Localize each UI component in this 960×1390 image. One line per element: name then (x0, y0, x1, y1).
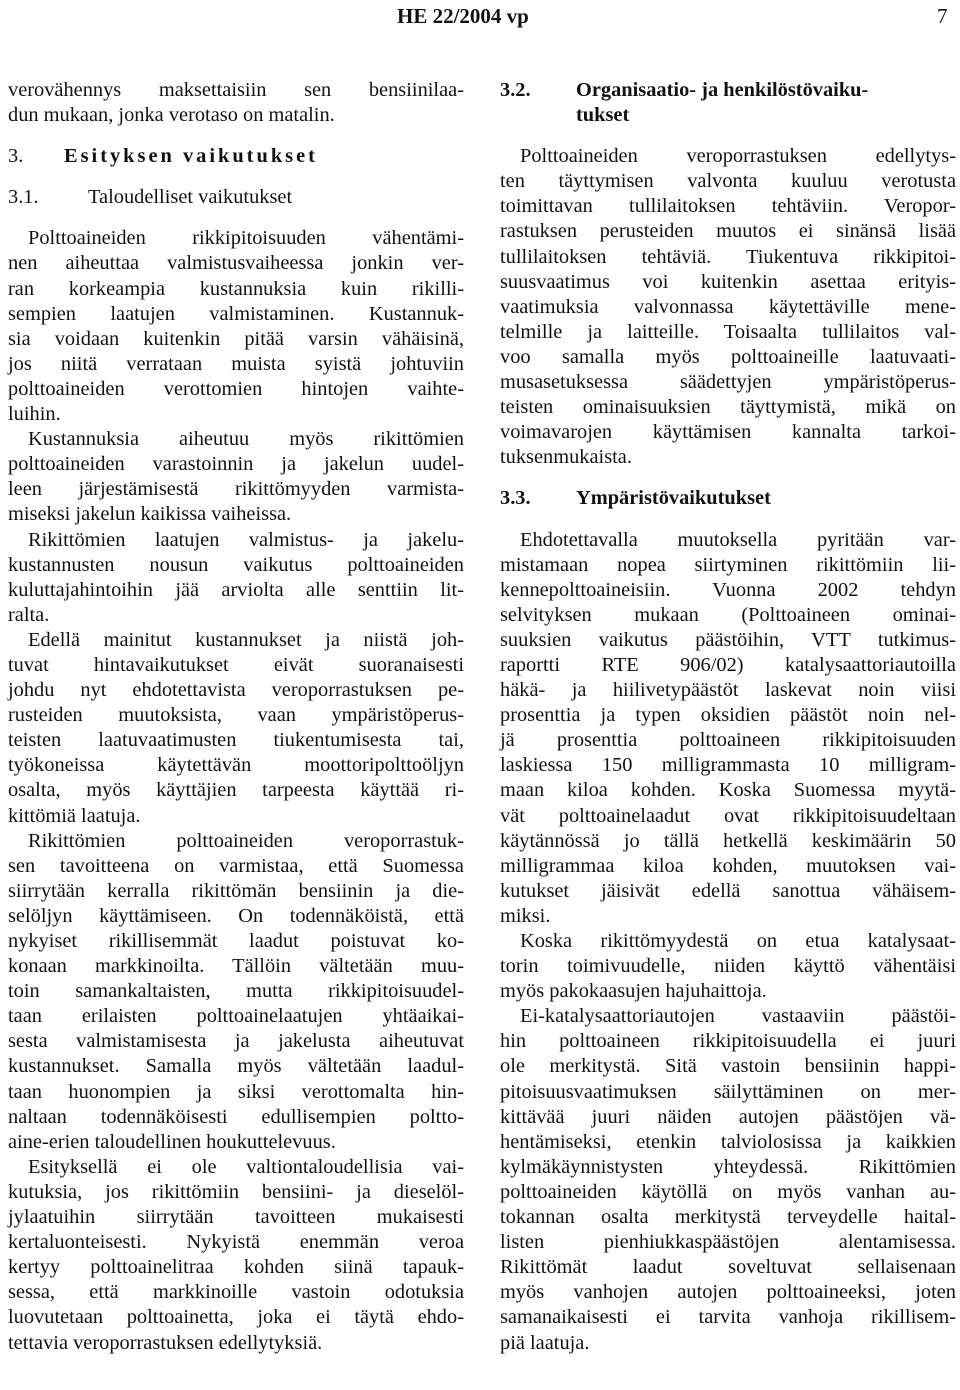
text-line: dun mukaan, jonka verotaso on matalin. (8, 104, 335, 127)
text-line: selöljyn käyttämiseen. On todennäköistä, että (8, 904, 464, 927)
section-3-1-heading (8, 185, 464, 210)
paragraph (8, 226, 464, 427)
text-line: samanaikaisesti ei tarvita vanhoja rikillisem- (500, 1306, 956, 1329)
text-line: kittömiä laatuja. (8, 804, 141, 827)
section-title: Esityksen vaikutukset (64, 145, 318, 168)
text-line: selvityksen mukaan (Polttoaineen ominai- (500, 603, 956, 626)
text-line: teisten laatuvaatimusten tiukentumisesta tai, (8, 729, 464, 752)
text-line: teisten ominaisuuksien täyttymistä, mikä on (500, 396, 956, 419)
text-line: miseksi jakelun kaikissa vaiheissa. (8, 503, 292, 526)
text-line: jä prosenttia polttoaineen rikkipitoisuuden (500, 729, 956, 752)
text-line: jylaatuihin siirrytään tavoitteen mukaisesti (8, 1206, 464, 1229)
text-line: Koska rikittömyydestä on etua katalysaat- (520, 930, 956, 952)
text-line: sempien laatujen valmistaminen. Kustannuk- (8, 302, 464, 325)
text-line: ten täyttymisen valvonta kuuluu verotusta (500, 170, 956, 193)
page-number: 7 (937, 4, 948, 28)
paragraph (8, 427, 464, 527)
right-column (500, 78, 956, 1356)
paragraph (500, 1004, 956, 1355)
section-3-heading (8, 144, 464, 169)
section-3-2-heading (500, 78, 956, 103)
paragraph (500, 929, 956, 1004)
section-number: 3.1. (8, 186, 39, 209)
text-line: milligrammaa kiloa kohden, muutoksen vai- (500, 854, 956, 877)
text-line: tullilaitoksen tehtäviä. Tiukentuva rikkipitoi- (500, 245, 956, 268)
section-title-continued: tukset (576, 104, 630, 127)
text-line: osalta, myös käyttäjien tarpeesta käyttää ri- (8, 779, 464, 802)
text-line: voimavarojen käyttämisen kannalta tarkoi- (500, 421, 956, 444)
text-line: prosenttia ja typen oksidien päästöt noin nel- (500, 704, 956, 727)
section-title: Ympäristövaikutukset (576, 487, 771, 510)
text-line: Esityksellä ei ole valtiontaloudellisia vai- (28, 1155, 464, 1178)
document-id: HE 22/2004 vp (397, 4, 529, 28)
text-line: konaan markkinoilta. Tällöin vältetään muu- (8, 955, 464, 978)
text-line: tettavia veroporrastuksen edellytyksiä. (8, 1331, 323, 1354)
text-line: kertyy polttoainelitraa kohden siinä tapauk- (8, 1256, 464, 1279)
text-line: Kustannuksia aiheutuu myös rikittömien (28, 428, 464, 451)
text-line: kustannusten nousun vaikutus polttoaineiden (8, 553, 464, 576)
left-column (8, 78, 464, 1356)
text-line: toin samankaltaisten, mutta rikkipitoisuudel- (8, 980, 464, 1003)
section-number: 3.3. (500, 487, 531, 510)
text-line: kennepolttoaineisiin. Vuonna 2002 tehdyn (500, 578, 956, 601)
text-line: tuksenmukaista. (500, 446, 632, 469)
text-line: jos niitä verrataan muista syistä johtuviin (8, 352, 464, 375)
text-line: sesta valmistamisesta ja jakelusta aiheutuvat (8, 1030, 464, 1053)
text-line: mistamaan nopea siirtyminen rikittömiin lii- (500, 553, 956, 576)
paragraph (8, 1155, 464, 1356)
text-line: kutuksia, jos rikittömiin bensiini- ja dieselöl- (8, 1180, 464, 1203)
text-line: luovutetaan polttoainetta, joka ei täytä ehdo- (8, 1306, 464, 1329)
text-line: aine-erien taloudellinen houkuttelevuus. (8, 1130, 336, 1153)
text-line: raportti RTE 906/02) katalysaattoriautoilla (500, 653, 956, 676)
section-3-3-heading (500, 486, 956, 511)
text-line: Rikittömien polttoaineiden veroporrastuk- (28, 829, 464, 852)
text-line: vät polttoainelaadut ovat rikkipitoisuudeltaan (500, 804, 956, 827)
text-line: ran korkeampia kustannuksia kuin rikilli- (8, 277, 464, 300)
text-line: toimittavan tullilaitoksen tehtäviin. Veropor- (500, 195, 956, 218)
paragraph (500, 144, 956, 470)
text-line: kylmäkäynnistysten yhteydessä. Rikittömien (500, 1155, 956, 1178)
text-line: kutukset jäisivät edellä sanottua vähäisem- (500, 879, 956, 902)
text-line: ralta. (8, 603, 50, 626)
text-line: verovähennys maksettaisiin sen bensiinilaa- (8, 79, 464, 101)
text-line: käytännössä jo tällä hetkellä keskimäärin 50 (500, 829, 956, 852)
text-line: kustannukset. Samalla myös vältetään laadul- (8, 1055, 464, 1078)
text-line: myös vanhojen autojen polttoaineeksi, joten (500, 1281, 956, 1304)
text-line: Rikittömät laadut soveltuvat sellaisenaan (500, 1256, 956, 1279)
text-line: polttoaineiden käytöllä on myös vanhan au- (500, 1180, 956, 1203)
section-number: 3.2. (500, 79, 531, 101)
paragraph (8, 628, 464, 829)
text-line: rusteiden muutoksista, vaan ympäristöperus- (8, 704, 464, 727)
text-line: laskiessa 150 milligrammasta 10 milligram- (500, 754, 956, 777)
text-line: tokannan osalta merkitystä terveydelle haital- (500, 1206, 956, 1229)
text-line: Ei-katalysaattoriautojen vastaaviin päästöi- (520, 1005, 956, 1028)
text-line: hentämiseksi, etenkin talviolosissa ja kaikkien (500, 1130, 956, 1153)
text-line: nen aiheuttaa valmistusvaiheessa jonkin ver- (8, 252, 464, 275)
text-line: telmille ja laitteille. Toisaalta tullilaitos val- (500, 320, 956, 343)
text-line: listen pienhiukkaspäästöjen alentamisessa. (500, 1231, 956, 1254)
text-line: myös pakokaasujen hajuhaittoja. (500, 980, 767, 1003)
text-line: hin polttoaineen rikkipitoisuudella ei juuri (500, 1030, 956, 1053)
text-line: leen järjestämisestä rikittömyyden varmista- (8, 478, 464, 501)
text-line: kertaluonteisesti. Nykyistä enemmän veroa (8, 1231, 464, 1254)
text-line: Polttoaineiden rikkipitoisuuden vähentämi- (28, 227, 464, 250)
text-line: torin toimivuudelle, niiden käyttö vähentäisi (500, 955, 956, 978)
section-number: 3. (8, 145, 24, 168)
text-line: Edellä mainitut kustannukset ja niistä joh- (28, 628, 464, 651)
text-line: kittävää juuri näiden autojen päästöjen vä- (500, 1105, 956, 1128)
text-line: musasetuksessa säädettyjen ympäristöperus- (500, 371, 956, 394)
paragraph (500, 528, 956, 930)
text-line: maan kiloa kohden. Koska Suomessa myytä- (500, 779, 956, 802)
text-line: sia voidaan kuitenkin pitää varsin vähäisinä, (8, 327, 464, 350)
text-line: kuluttajahintoihin jää arviolta alle senttiin lit- (8, 578, 464, 601)
text-line: ole merkitystä. Sitä vastoin bensiinin happi- (500, 1055, 956, 1078)
text-line: Ehdotettavalla muutoksella pyritään var- (520, 528, 956, 551)
text-line: vaatimuksia valvonnassa käytettäville mene- (500, 295, 956, 318)
paragraph (8, 829, 464, 1155)
text-line: taan huonompien ja siksi verottomalta hin- (8, 1080, 464, 1103)
text-line: Rikittömien laatujen valmistus- ja jakelu- (28, 528, 464, 551)
text-line: voo samalla myös polttoaineille laatuvaati- (500, 345, 956, 368)
text-line: sessa, että markkinoille vastoin odotuksia (8, 1281, 464, 1304)
text-line: naltaan todennäköisesti edullisempien poltto- (8, 1105, 464, 1128)
text-line: taan erilaisten polttoainelaatujen yhtäaikai- (8, 1005, 464, 1028)
paragraph (8, 528, 464, 628)
text-line: nykyiset rikillisemmät laadut poistuvat ko- (8, 930, 464, 952)
text-line: johdu nyt ehdotettavista veroporrastuksen pe- (8, 679, 464, 702)
text-line: suusvaatimus voi kuitenkin asettaa erityis- (500, 270, 956, 293)
text-line: suuksien vaikutus päästöihin, VTT tutkimus- (500, 628, 956, 651)
page-header (0, 4, 960, 34)
text-line: siirrytään kerralla rikittömän bensiinin ja die- (8, 879, 464, 902)
text-line: häkä- ja hiilivetypäästöt laskevat noin viisi (500, 679, 956, 702)
text-line: työkoneissa käytettävän moottoripolttoöljyn (8, 754, 464, 777)
text-line: polttoaineiden varastoinnin ja jakelun uudel- (8, 453, 464, 476)
text-line: polttoaineiden verottomien hintojen vaihte- (8, 377, 464, 400)
text-line: miksi. (500, 904, 551, 927)
section-title: Organisaatio- ja henkilöstövaiku- (576, 79, 869, 101)
text-line: Polttoaineiden veroporrastuksen edellytys- (520, 145, 956, 168)
section-title: Taloudelliset vaikutukset (88, 186, 293, 209)
text-line: sen tavoitteena on varmistaa, että Suomessa (8, 854, 464, 877)
text-line: pitoisuusvaatimuksen säilyttäminen on mer- (500, 1080, 956, 1103)
text-line: luihin. (8, 403, 61, 426)
text-line: rastuksen perusteiden muutos ei sinänsä lisää (500, 220, 956, 243)
text-line: piä laatuja. (500, 1331, 590, 1354)
intro-paragraph (8, 78, 464, 128)
text-line: tuvat hintavaikutukset eivät suoranaisesti (8, 653, 464, 676)
